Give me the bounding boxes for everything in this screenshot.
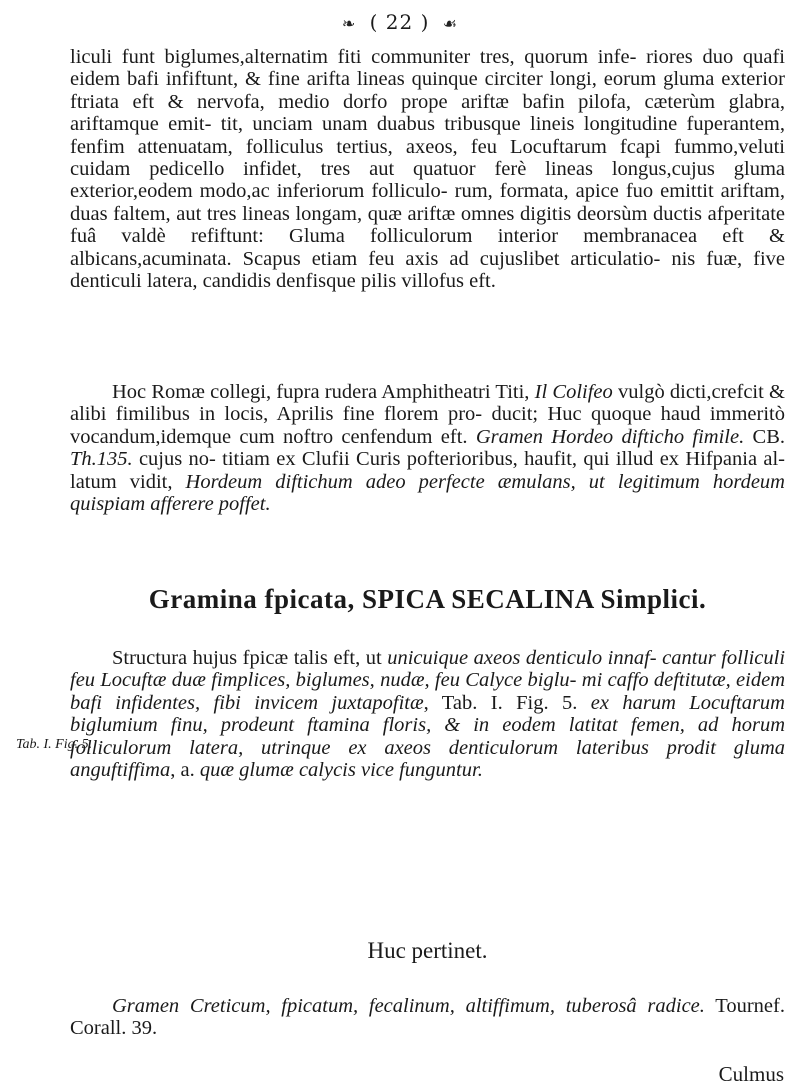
section-heading: Gramina fpicata, SPICA SECALINA Simplici.	[148, 584, 707, 614]
page-header	[0, 10, 800, 34]
p3-text-a: Structura hujus fpicæ talis eft, ut	[112, 647, 388, 669]
p3-text-c: , Tab. I. Fig. 5.	[423, 691, 591, 714]
p2-text-a: Hoc Romæ collegi, fupra rudera Amphitheatri Titi,	[112, 381, 535, 403]
p4-reference: Tournef. Corall. 39.	[70, 995, 785, 1040]
p3-description: unicuique axeos denticulo innaf- cantur folliculi feu Locuftæ duæ fimplices, biglumes, nudæ, feu Calyce biglu- mi caffo deftitutæ, eidem bafi infidentes, fibi invicem juxtapofitæ	[70, 647, 786, 714]
p3-text-e: , a.	[170, 759, 200, 782]
paragraph-2	[70, 381, 785, 515]
marginal-note: Tab. I. Fig. 5.	[16, 737, 93, 752]
p2-text-e: CB.	[744, 425, 785, 448]
subheading-huc-pertinet: Huc pertinet.	[367, 938, 488, 963]
p2-colifeo: Il Colifeo	[534, 381, 613, 403]
p2-text-c: vulgò dicti,crefcit & alibi fimilibus in locis, Aprilis fine florem pro- ducit; Huc quoque haud immeritò vocandum,idemque cum noftro cenfendum eft.	[70, 381, 785, 448]
paragraph-1	[70, 46, 785, 292]
p4-gramen-creticum: Gramen Creticum, fpicatum, fecalinum, altiffimum, tuberosâ radice.	[112, 995, 705, 1017]
p2-quote: Hordeum diftichum adeo perfecte æmulans, ut legitimum hordeum quispiam afferere poffet.	[70, 470, 785, 516]
ornament-right-icon: ☙	[442, 14, 459, 33]
p3-stamina: ex harum Locuftarum biglumium finu, prodeunt ftamina floris, & in eodem latitat femen, ad horum folliculorum latera, utrinque ex axeos denticulorum lateribus prodit gluma anguftiffima	[70, 691, 785, 782]
p3-gluma: quæ glumæ calycis vice funguntur.	[199, 759, 483, 782]
p2-gramen-name: Gramen Hordeo difticho fimile.	[475, 425, 745, 448]
paragraph-3	[70, 647, 785, 781]
ornament-left-icon: ❧	[341, 14, 357, 33]
paragraph-4	[70, 995, 785, 1040]
page-number: ( 22 )	[369, 10, 430, 34]
catchword: Culmus	[718, 1062, 784, 1086]
p2-reference: Th.135.	[70, 448, 133, 471]
p2-text-g: cujus no- titiam ex Clufii Curis pofterioribus, haufit, qui illud ex Hifpania al- latum vidit,	[70, 448, 785, 493]
paragraph-1-text: liculi funt biglumes,alternatim fiti communiter tres, quorum infe- riores duo quafi eidem bafi infiftunt, & fine arifta lineas quinque circiter longi, eorum gluma exterior ftriata eft & nervofa, medio dorfo prope ariftæ bafin pilofa, cæterùm glabra, ariftamque emit- tit, unciam unam duabus tribusque lineis longitudine fuperantem, fenfim attenuatam, folliculus tertius, axeos, feu Locuftarum fcapi fummo,veluti cuidam pedicello infidet, tres aut quatuor ferè lineas longus,cujus gluma exterior,eodem modo,ac inferiorum folliculo- rum, formata, apice fuo emittit ariftam, duas faltem, aut tres lineas longam, quæ ariftæ omnes digitis deorsùm ductis afperitate fuâ valdè refiftunt: Gluma folliculorum interior membranacea eft & albicans,acuminata. Scapus etiam feu axis ad cujuslibet articulatio- nis fuæ, five denticuli latera, candidis denfisque pilis villofus eft.	[70, 46, 785, 293]
